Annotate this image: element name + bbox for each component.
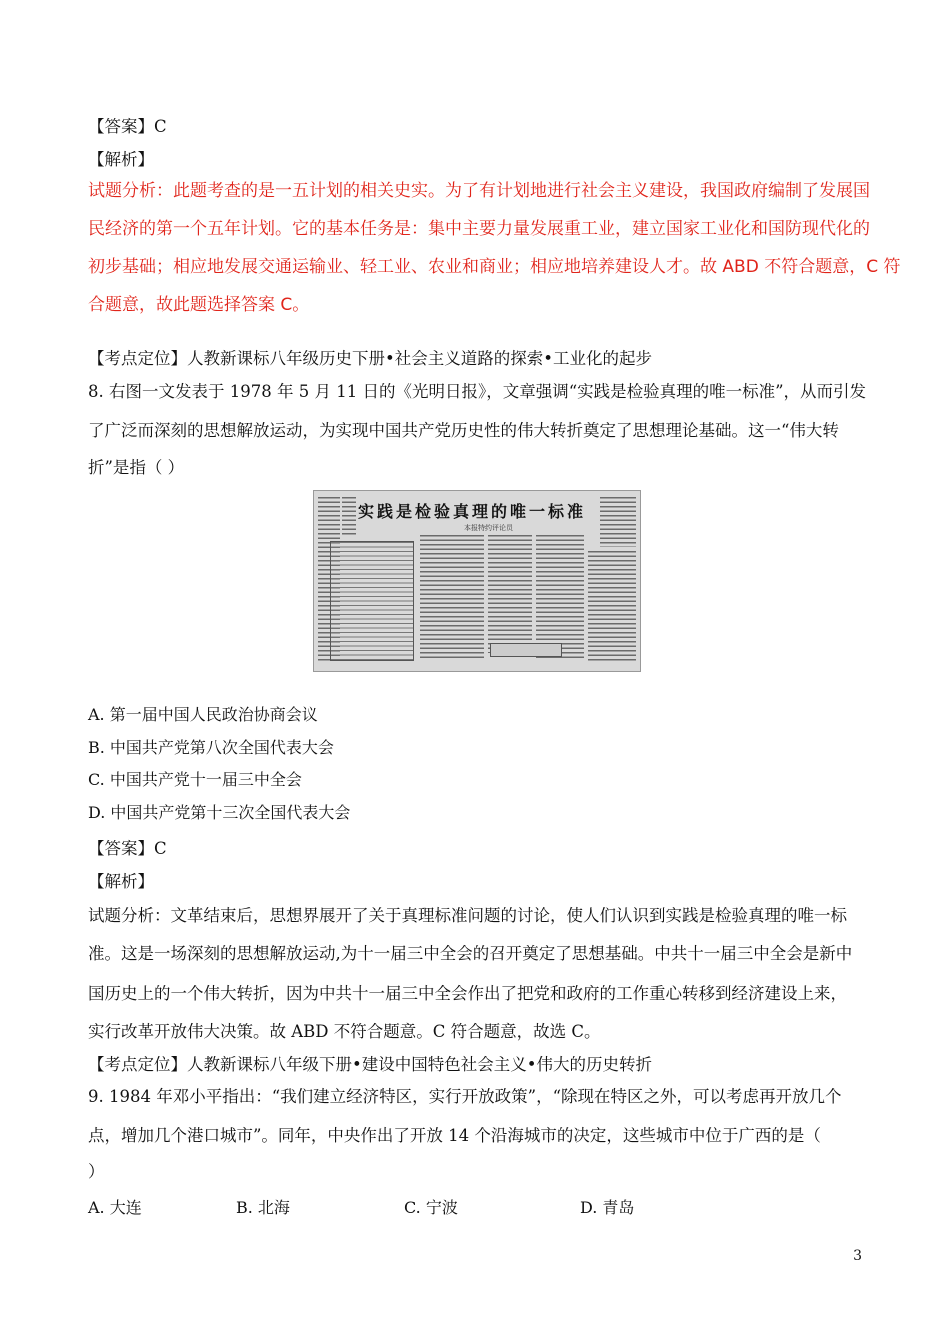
analysis-line: 准。这是一场深刻的思想解放运动,为十一届三中全会的召开奠定了思想基础。中共十一届三中全会是新中 <box>88 944 853 963</box>
kaodian-q7: 【考点定位】人教新课标八年级历史下册•社会主义道路的探索•工业化的起步 <box>88 349 652 368</box>
question-9-stem: 点，增加几个港口城市”。同年，中央作出了开放 14 个沿海城市的决定，这些城市中位于广西的是（ <box>88 1126 821 1145</box>
newspaper-headline: 实践是检验真理的唯一标准 <box>358 502 587 521</box>
question-9-stem: 9. 1984 年邓小平指出：“我们建立经济特区，实行开放政策”，“除现在特区之外，可以考虑再开放几个 <box>88 1087 842 1106</box>
analysis-line: 试题分析：文革结束后，思想界展开了关于真理标准问题的讨论，使人们认识到实践是检验真理的唯一标 <box>88 906 847 925</box>
analysis-line: 国历史上的一个伟大转折，因为中共十一届三中全会作出了把党和政府的工作重心转移到经济建设上来， <box>88 984 847 1003</box>
option-d: D. 青岛 <box>580 1198 635 1217</box>
answer-q8: 【答案】C <box>88 839 167 858</box>
kaodian-q8: 【考点定位】人教新课标八年级下册•建设中国特色社会主义•伟大的历史转折 <box>88 1055 652 1074</box>
analysis-label-q8: 【解析】 <box>88 872 154 891</box>
question-9-stem: ） <box>88 1162 105 1181</box>
analysis-line: 初步基础；相应地发展交通运输业、轻工业、农业和商业；相应地培养建设人才。故 ABD 不符合题意，C 符 <box>88 257 901 277</box>
question-8-stem: 折”是指（ ） <box>88 458 185 477</box>
option-a: A. 大连 <box>88 1198 142 1217</box>
option-c: C. 中国共产党十一届三中全会 <box>88 770 302 789</box>
option-b: B. 中国共产党第八次全国代表大会 <box>88 738 334 757</box>
option-d: D. 中国共产党第十三次全国代表大会 <box>88 803 351 822</box>
page-number: 3 <box>853 1248 862 1264</box>
analysis-label-q7: 【解析】 <box>88 150 154 169</box>
analysis-line: 合题意，故此题选择答案 C。 <box>88 295 310 315</box>
question-8-stem: 8. 右图一文发表于 1978 年 5 月 11 日的《光明日报》，文章强调“实践是检验真理的唯一标准”，从而引发 <box>88 382 867 401</box>
newspaper-clipping-image <box>313 490 641 672</box>
answer-q7: 【答案】C <box>88 117 167 136</box>
question-8-stem: 了广泛而深刻的思想解放运动，为实现中国共产党历史性的伟大转折奠定了思想理论基础。这一“伟大转 <box>88 421 839 440</box>
analysis-line: 试题分析：此题考查的是一五计划的相关史实。为了有计划地进行社会主义建设，我国政府编制了发展国 <box>88 181 870 201</box>
option-c: C. 宁波 <box>404 1198 458 1217</box>
option-b: B. 北海 <box>236 1198 290 1217</box>
analysis-line: 实行改革开放伟大决策。故 ABD 不符合题意。C 符合题意，故选 C。 <box>88 1022 601 1041</box>
newspaper-byline: 本报特约评论员 <box>464 524 513 532</box>
analysis-line: 民经济的第一个五年计划。它的基本任务是：集中主要力量发展重工业，建立国家工业化和国防现代化的 <box>88 219 870 239</box>
option-a: A. 第一届中国人民政治协商会议 <box>88 705 318 724</box>
